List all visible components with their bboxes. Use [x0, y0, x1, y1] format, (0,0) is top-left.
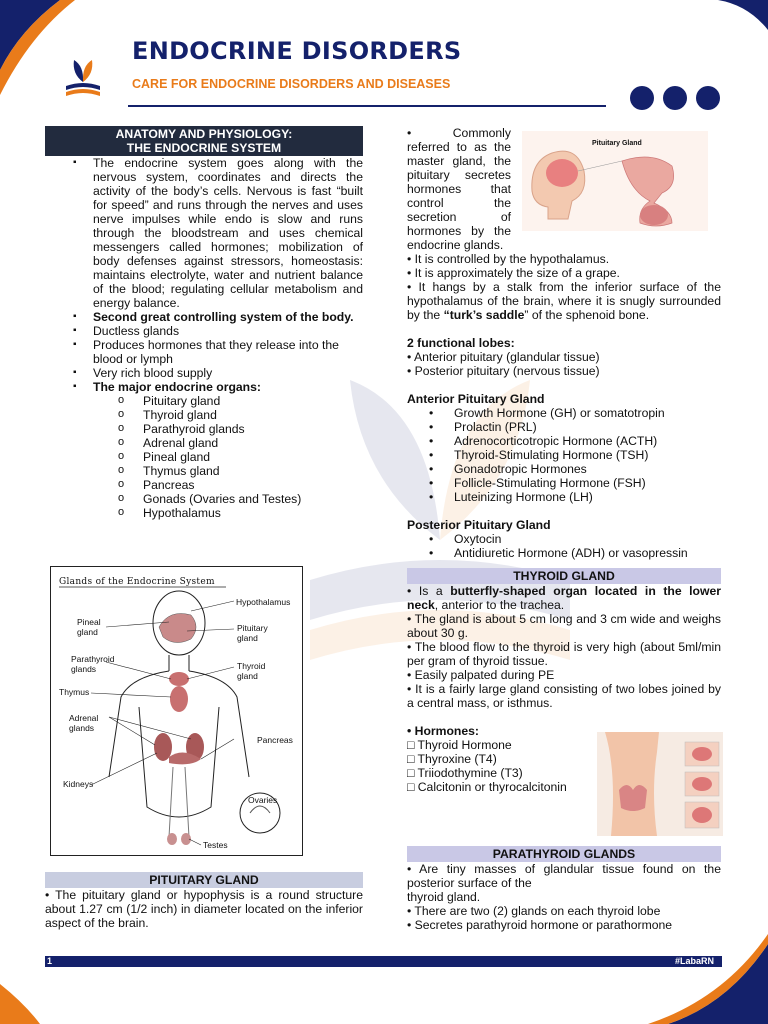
label-pineal: Pineal gland [77, 617, 101, 637]
endocrine-system-figure [50, 566, 303, 856]
parathyroid-line: • There are two (2) glands on each thyroid lobe [407, 904, 661, 918]
header-dots [630, 86, 720, 110]
list-item: • Oxytocin [407, 532, 721, 546]
anatomy-bullet: ▪ Produces hormones that they release into the blood or lymph [45, 338, 363, 366]
anatomy-list [45, 156, 363, 394]
page-subtitle: CARE FOR ENDOCRINE DISORDERS AND DISEASES [132, 77, 451, 91]
thyroid-line: • The blood flow to the thyroid is very high (about 5ml/min per gram of thyroid tissue. [407, 640, 721, 668]
parathyroid-line: thyroid gland. [407, 890, 481, 904]
lobe-item: • Anterior pituitary (glandular tissue) [407, 350, 600, 364]
thyroid-line-end: , anterior to the trachea. [434, 598, 565, 612]
list-item: • Follicle-Stimulating Hormone (FSH) [407, 476, 721, 490]
header-divider [128, 105, 606, 107]
hormone-label: Thyroid Hormone [417, 738, 512, 752]
anatomy-heading-line2: THE ENDOCRINE SYSTEM [126, 141, 282, 155]
list-item: • Prolactin (PRL) [407, 420, 721, 434]
anatomy-bullet: ▪ The major endocrine organs: [45, 380, 363, 394]
label-adrenal: Adrenal glands [69, 713, 99, 733]
pituitary-hangs-end: ” of the sphenoid bone. [524, 308, 650, 322]
label-testes: Testes [203, 840, 228, 850]
list-item: o Adrenal gland [45, 436, 363, 450]
list-item: • Growth Hormone (GH) or somatotropin [407, 406, 721, 420]
label-pituitary: Pituitary gland [237, 623, 268, 643]
anatomy-bullet: ▪ Ductless glands [45, 324, 363, 338]
corner-decoration [628, 934, 768, 1024]
list-item: o Pineal gland [45, 450, 363, 464]
label-ovaries: Ovaries [248, 795, 278, 805]
list-item: o Gonads (Ovaries and Testes) [45, 492, 363, 506]
corner-decoration [688, 0, 768, 40]
pituitary-image-title: Pituitary Gland [592, 140, 642, 147]
list-item: • Gonadotropic Hormones [407, 462, 721, 476]
thyroid-illustration [597, 732, 723, 836]
lobe-item: • Posterior pituitary (nervous tissue) [407, 364, 600, 378]
hormone-label: Calcitonin or thyrocalcitonin [417, 780, 567, 794]
thyroid-line-bold: butterfly-shaped organ located in the lower neck [407, 584, 722, 612]
parathyroid-heading: PARATHYROID GLANDS [407, 846, 721, 862]
pituitary-hangs [407, 280, 721, 322]
label-hypothalamus: Hypothalamus [236, 597, 291, 607]
thyroid-heading: THYROID GLAND [407, 568, 721, 584]
lobes-heading: 2 functional lobes: [407, 336, 515, 350]
list-item: o Parathyroid glands [45, 422, 363, 436]
parathyroid-line: • Are tiny masses of glandular tissue found on the posterior surface of the [407, 862, 721, 890]
footer-hashtag: #LabaRN [674, 956, 714, 966]
anatomy-bullet: ▪ Second great controlling system of the body. [45, 310, 363, 324]
pituitary-heading: PITUITARY GLAND [45, 872, 363, 888]
corner-decoration [0, 964, 60, 1024]
list-item: o Pituitary gland [45, 394, 363, 408]
organ-list [45, 394, 363, 520]
label-pancreas: Pancreas [257, 735, 293, 745]
posterior-heading: Posterior Pituitary Gland [407, 518, 551, 532]
list-item: o Hypothalamus [45, 506, 363, 520]
footer-bar [45, 956, 722, 967]
thyroid-gland-image [597, 732, 723, 836]
posterior-list [407, 532, 721, 560]
left-column [45, 126, 363, 520]
thyroid-line: • The gland is about 5 cm long and 3 cm wide and weighs about 30 g. [407, 612, 721, 640]
body-outline-illustration [51, 567, 302, 855]
list-item: • Adrenocorticotropic Hormone (ACTH) [407, 434, 721, 448]
list-item: • Luteinizing Hormone (LH) [407, 490, 721, 504]
page-title: ENDOCRINE DISORDERS [132, 37, 462, 65]
page-number: 1 [47, 956, 53, 966]
hormones-heading: • Hormones: [407, 724, 479, 738]
thyroid-line: • It is a fairly large gland consisting of two lobes joined by a central mass, or isthmus. [407, 682, 721, 710]
pituitary-hangs-bold: “turk’s saddle [443, 308, 525, 322]
checkbox-icon: □ [407, 766, 418, 780]
pituitary-commonly-text: • Commonly referred to as the master gland, the pituitary secretes hormones that control the secretion of hormones by the endocrine glands. [407, 126, 511, 252]
pituitary-hangs-text: • It hangs by a stalk from the inferior surface of the hypothalamus of the brain, where it is snugly surrounded by the [407, 280, 721, 322]
parathyroid-line: • Secretes parathyroid hormone or parathormone [407, 918, 673, 932]
pituitary-controlled: • It is controlled by the hypothalamus. [407, 252, 610, 266]
anatomy-bullet: ▪ Very rich blood supply [45, 366, 363, 380]
anatomy-intro: ▪ The endocrine system goes along with the nervous system, coordinates and directs the activity of the body’s cells. Nervous is fast “built for speed” and runs through the nerves and uses nerve impulses while endo is slow and runs through the bloodstream and uses chemical messengers called hormones; mobilization of body defenses against stressors, homeostasis: maintains electrolyte, water and nutrient balance of the blood; regulating cellular metabolism and energy balance. [45, 156, 363, 310]
figure-title: Glands of the Endocrine System [59, 577, 215, 587]
checkbox-icon: □ [407, 780, 418, 794]
anatomy-heading-line1: ANATOMY AND PHYSIOLOGY: [115, 127, 293, 141]
checkbox-icon: □ [407, 752, 418, 766]
list-item: • Antidiuretic Hormone (ADH) or vasopressin [407, 546, 721, 560]
parathyroid-section [407, 846, 721, 932]
brand-logo [62, 56, 104, 100]
hormone-label: Thyroxine (T4) [417, 752, 497, 766]
pituitary-text: • The pituitary gland or hypophysis is a round structure about 1.27 cm (1/2 inch) in diameter located on the inferior aspect of the brain. [45, 888, 363, 930]
checkbox-icon: □ [407, 738, 418, 752]
label-kidneys: Kidneys [63, 779, 94, 789]
thyroid-line [407, 584, 721, 612]
list-item: • Thyroid-Stimulating Hormone (TSH) [407, 448, 721, 462]
hormone-label: Triiodothymine (T3) [417, 766, 523, 780]
label-thyroid: Thyroid gland [237, 661, 266, 681]
pituitary-gland-image [522, 131, 708, 231]
anatomy-heading [45, 126, 363, 156]
label-parathyroid: Parathyroid glands [71, 654, 115, 674]
label-thymus: Thymus [59, 687, 90, 697]
pituitary-section [45, 872, 363, 930]
pituitary-size: • It is approximately the size of a grape. [407, 266, 620, 280]
thyroid-line-text: • Is a [407, 584, 451, 598]
anterior-heading: Anterior Pituitary Gland [407, 392, 545, 406]
list-item: o Thyroid gland [45, 408, 363, 422]
list-item: o Thymus gland [45, 464, 363, 478]
list-item: o Pancreas [45, 478, 363, 492]
anterior-list [407, 406, 721, 504]
thyroid-line: • Easily palpated during PE [407, 668, 555, 682]
